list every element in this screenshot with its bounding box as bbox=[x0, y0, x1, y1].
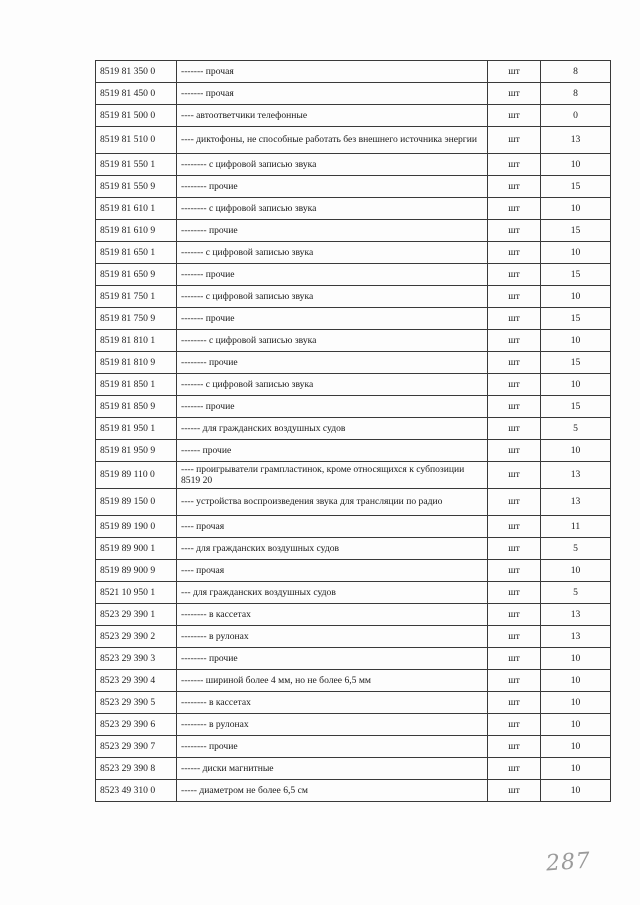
rate-cell: 15 bbox=[541, 264, 611, 286]
description-cell: ------ прочие bbox=[177, 440, 488, 462]
unit-cell: шт bbox=[488, 198, 541, 220]
code-cell: 8523 29 390 3 bbox=[96, 648, 177, 670]
rate-cell: 13 bbox=[541, 604, 611, 626]
table-row bbox=[96, 330, 611, 352]
rate-cell: 10 bbox=[541, 330, 611, 352]
rate-cell: 10 bbox=[541, 242, 611, 264]
unit-cell: шт bbox=[488, 352, 541, 374]
description-cell: ------- прочие bbox=[177, 308, 488, 330]
tariff-table-body bbox=[96, 61, 611, 802]
rate-cell: 11 bbox=[541, 516, 611, 538]
rate-cell: 10 bbox=[541, 670, 611, 692]
rate-cell: 5 bbox=[541, 418, 611, 440]
rate-cell: 0 bbox=[541, 105, 611, 127]
rate-cell: 8 bbox=[541, 61, 611, 83]
table-row bbox=[96, 648, 611, 670]
table-row bbox=[96, 538, 611, 560]
unit-cell: шт bbox=[488, 220, 541, 242]
rate-cell: 10 bbox=[541, 758, 611, 780]
description-cell: --- для гражданских воздушных судов bbox=[177, 582, 488, 604]
table-row bbox=[96, 582, 611, 604]
table-row bbox=[96, 626, 611, 648]
code-cell: 8519 81 810 9 bbox=[96, 352, 177, 374]
unit-cell: шт bbox=[488, 604, 541, 626]
code-cell: 8519 81 610 9 bbox=[96, 220, 177, 242]
description-cell: ------- шириной более 4 мм, но не более 6,5 мм bbox=[177, 670, 488, 692]
unit-cell: шт bbox=[488, 648, 541, 670]
description-cell: ------ для гражданских воздушных судов bbox=[177, 418, 488, 440]
rate-cell: 15 bbox=[541, 308, 611, 330]
code-cell: 8519 89 190 0 bbox=[96, 516, 177, 538]
table-row bbox=[96, 758, 611, 780]
rate-cell: 13 bbox=[541, 626, 611, 648]
unit-cell: шт bbox=[488, 61, 541, 83]
table-row bbox=[96, 670, 611, 692]
table-row bbox=[96, 61, 611, 83]
table-row bbox=[96, 127, 611, 154]
rate-cell: 10 bbox=[541, 440, 611, 462]
table-row bbox=[96, 560, 611, 582]
rate-cell: 13 bbox=[541, 462, 611, 489]
table-row bbox=[96, 176, 611, 198]
unit-cell: шт bbox=[488, 489, 541, 516]
description-cell: ---- прочая bbox=[177, 516, 488, 538]
code-cell: 8519 81 810 1 bbox=[96, 330, 177, 352]
table-row bbox=[96, 692, 611, 714]
table-row bbox=[96, 242, 611, 264]
unit-cell: шт bbox=[488, 516, 541, 538]
description-cell: ------- с цифровой записью звука bbox=[177, 242, 488, 264]
description-cell: ---- для гражданских воздушных судов bbox=[177, 538, 488, 560]
unit-cell: шт bbox=[488, 374, 541, 396]
unit-cell: шт bbox=[488, 176, 541, 198]
description-cell: ---- автоответчики телефонные bbox=[177, 105, 488, 127]
rate-cell: 5 bbox=[541, 538, 611, 560]
code-cell: 8519 81 850 9 bbox=[96, 396, 177, 418]
code-cell: 8519 81 750 1 bbox=[96, 286, 177, 308]
description-cell: ------- с цифровой записью звука bbox=[177, 374, 488, 396]
description-cell: ------- прочая bbox=[177, 83, 488, 105]
unit-cell: шт bbox=[488, 264, 541, 286]
unit-cell: шт bbox=[488, 462, 541, 489]
description-cell: -------- с цифровой записью звука bbox=[177, 330, 488, 352]
unit-cell: шт bbox=[488, 308, 541, 330]
code-cell: 8519 81 750 9 bbox=[96, 308, 177, 330]
unit-cell: шт bbox=[488, 440, 541, 462]
description-cell: -------- с цифровой записью звука bbox=[177, 154, 488, 176]
table-row bbox=[96, 604, 611, 626]
description-cell: ------ диски магнитные bbox=[177, 758, 488, 780]
unit-cell: шт bbox=[488, 780, 541, 802]
description-cell: -------- в рулонах bbox=[177, 626, 488, 648]
code-cell: 8519 81 950 1 bbox=[96, 418, 177, 440]
table-row bbox=[96, 198, 611, 220]
code-cell: 8523 29 390 2 bbox=[96, 626, 177, 648]
rate-cell: 15 bbox=[541, 220, 611, 242]
table-row bbox=[96, 83, 611, 105]
rate-cell: 15 bbox=[541, 396, 611, 418]
code-cell: 8519 81 450 0 bbox=[96, 83, 177, 105]
rate-cell: 13 bbox=[541, 489, 611, 516]
unit-cell: шт bbox=[488, 242, 541, 264]
code-cell: 8523 29 390 7 bbox=[96, 736, 177, 758]
code-cell: 8523 29 390 8 bbox=[96, 758, 177, 780]
table-row bbox=[96, 220, 611, 242]
table-row bbox=[96, 374, 611, 396]
code-cell: 8519 81 650 1 bbox=[96, 242, 177, 264]
table-row bbox=[96, 396, 611, 418]
table-row bbox=[96, 516, 611, 538]
code-cell: 8523 29 390 4 bbox=[96, 670, 177, 692]
code-cell: 8519 81 610 1 bbox=[96, 198, 177, 220]
rate-cell: 10 bbox=[541, 648, 611, 670]
code-cell: 8519 81 550 1 bbox=[96, 154, 177, 176]
rate-cell: 10 bbox=[541, 714, 611, 736]
table-row bbox=[96, 105, 611, 127]
code-cell: 8519 81 510 0 bbox=[96, 127, 177, 154]
unit-cell: шт bbox=[488, 626, 541, 648]
description-cell: ------- прочие bbox=[177, 264, 488, 286]
description-cell: -------- прочие bbox=[177, 736, 488, 758]
table-row bbox=[96, 714, 611, 736]
rate-cell: 5 bbox=[541, 582, 611, 604]
table-row bbox=[96, 489, 611, 516]
description-cell: -------- в кассетах bbox=[177, 692, 488, 714]
code-cell: 8519 81 850 1 bbox=[96, 374, 177, 396]
description-cell: -------- в кассетах bbox=[177, 604, 488, 626]
description-cell: -------- прочие bbox=[177, 352, 488, 374]
unit-cell: шт bbox=[488, 758, 541, 780]
unit-cell: шт bbox=[488, 670, 541, 692]
description-cell: ---- прочая bbox=[177, 560, 488, 582]
description-cell: -------- в рулонах bbox=[177, 714, 488, 736]
description-cell: ------- с цифровой записью звука bbox=[177, 286, 488, 308]
unit-cell: шт bbox=[488, 736, 541, 758]
unit-cell: шт bbox=[488, 538, 541, 560]
code-cell: 8523 29 390 1 bbox=[96, 604, 177, 626]
unit-cell: шт bbox=[488, 560, 541, 582]
rate-cell: 10 bbox=[541, 198, 611, 220]
unit-cell: шт bbox=[488, 127, 541, 154]
description-cell: ---- диктофоны, не способные работать без внешнего источника энергии bbox=[177, 127, 488, 154]
unit-cell: шт bbox=[488, 83, 541, 105]
code-cell: 8519 89 900 1 bbox=[96, 538, 177, 560]
rate-cell: 10 bbox=[541, 286, 611, 308]
rate-cell: 13 bbox=[541, 127, 611, 154]
table-row bbox=[96, 286, 611, 308]
description-cell: ------- прочие bbox=[177, 396, 488, 418]
unit-cell: шт bbox=[488, 154, 541, 176]
rate-cell: 15 bbox=[541, 176, 611, 198]
table-row bbox=[96, 308, 611, 330]
description-cell: -------- прочие bbox=[177, 648, 488, 670]
unit-cell: шт bbox=[488, 418, 541, 440]
description-cell: ----- диаметром не более 6,5 см bbox=[177, 780, 488, 802]
code-cell: 8519 89 110 0 bbox=[96, 462, 177, 489]
table-row bbox=[96, 352, 611, 374]
code-cell: 8523 49 310 0 bbox=[96, 780, 177, 802]
rate-cell: 15 bbox=[541, 352, 611, 374]
rate-cell: 8 bbox=[541, 83, 611, 105]
rate-cell: 10 bbox=[541, 736, 611, 758]
unit-cell: шт bbox=[488, 286, 541, 308]
handwritten-page-number: 287 bbox=[545, 848, 592, 877]
unit-cell: шт bbox=[488, 396, 541, 418]
description-cell: -------- прочие bbox=[177, 176, 488, 198]
code-cell: 8519 81 550 9 bbox=[96, 176, 177, 198]
description-cell: ---- проигрыватели грампластинок, кроме относящихся к субпозиции 8519 20 bbox=[177, 462, 488, 489]
code-cell: 8523 29 390 5 bbox=[96, 692, 177, 714]
description-cell: ------- прочая bbox=[177, 61, 488, 83]
rate-cell: 10 bbox=[541, 560, 611, 582]
unit-cell: шт bbox=[488, 692, 541, 714]
tariff-table bbox=[95, 60, 611, 802]
unit-cell: шт bbox=[488, 105, 541, 127]
code-cell: 8519 81 950 9 bbox=[96, 440, 177, 462]
rate-cell: 10 bbox=[541, 692, 611, 714]
table-row bbox=[96, 780, 611, 802]
table-row bbox=[96, 154, 611, 176]
description-cell: -------- с цифровой записью звука bbox=[177, 198, 488, 220]
unit-cell: шт bbox=[488, 330, 541, 352]
rate-cell: 10 bbox=[541, 780, 611, 802]
code-cell: 8523 29 390 6 bbox=[96, 714, 177, 736]
table-row bbox=[96, 440, 611, 462]
table-row bbox=[96, 418, 611, 440]
description-cell: -------- прочие bbox=[177, 220, 488, 242]
code-cell: 8519 81 500 0 bbox=[96, 105, 177, 127]
code-cell: 8519 81 350 0 bbox=[96, 61, 177, 83]
unit-cell: шт bbox=[488, 714, 541, 736]
rate-cell: 10 bbox=[541, 374, 611, 396]
code-cell: 8521 10 950 1 bbox=[96, 582, 177, 604]
description-cell: ---- устройства воспроизведения звука для трансляции по радио bbox=[177, 489, 488, 516]
table-row bbox=[96, 462, 611, 489]
table-row bbox=[96, 264, 611, 286]
code-cell: 8519 89 900 9 bbox=[96, 560, 177, 582]
rate-cell: 10 bbox=[541, 154, 611, 176]
table-row bbox=[96, 736, 611, 758]
code-cell: 8519 81 650 9 bbox=[96, 264, 177, 286]
code-cell: 8519 89 150 0 bbox=[96, 489, 177, 516]
unit-cell: шт bbox=[488, 582, 541, 604]
